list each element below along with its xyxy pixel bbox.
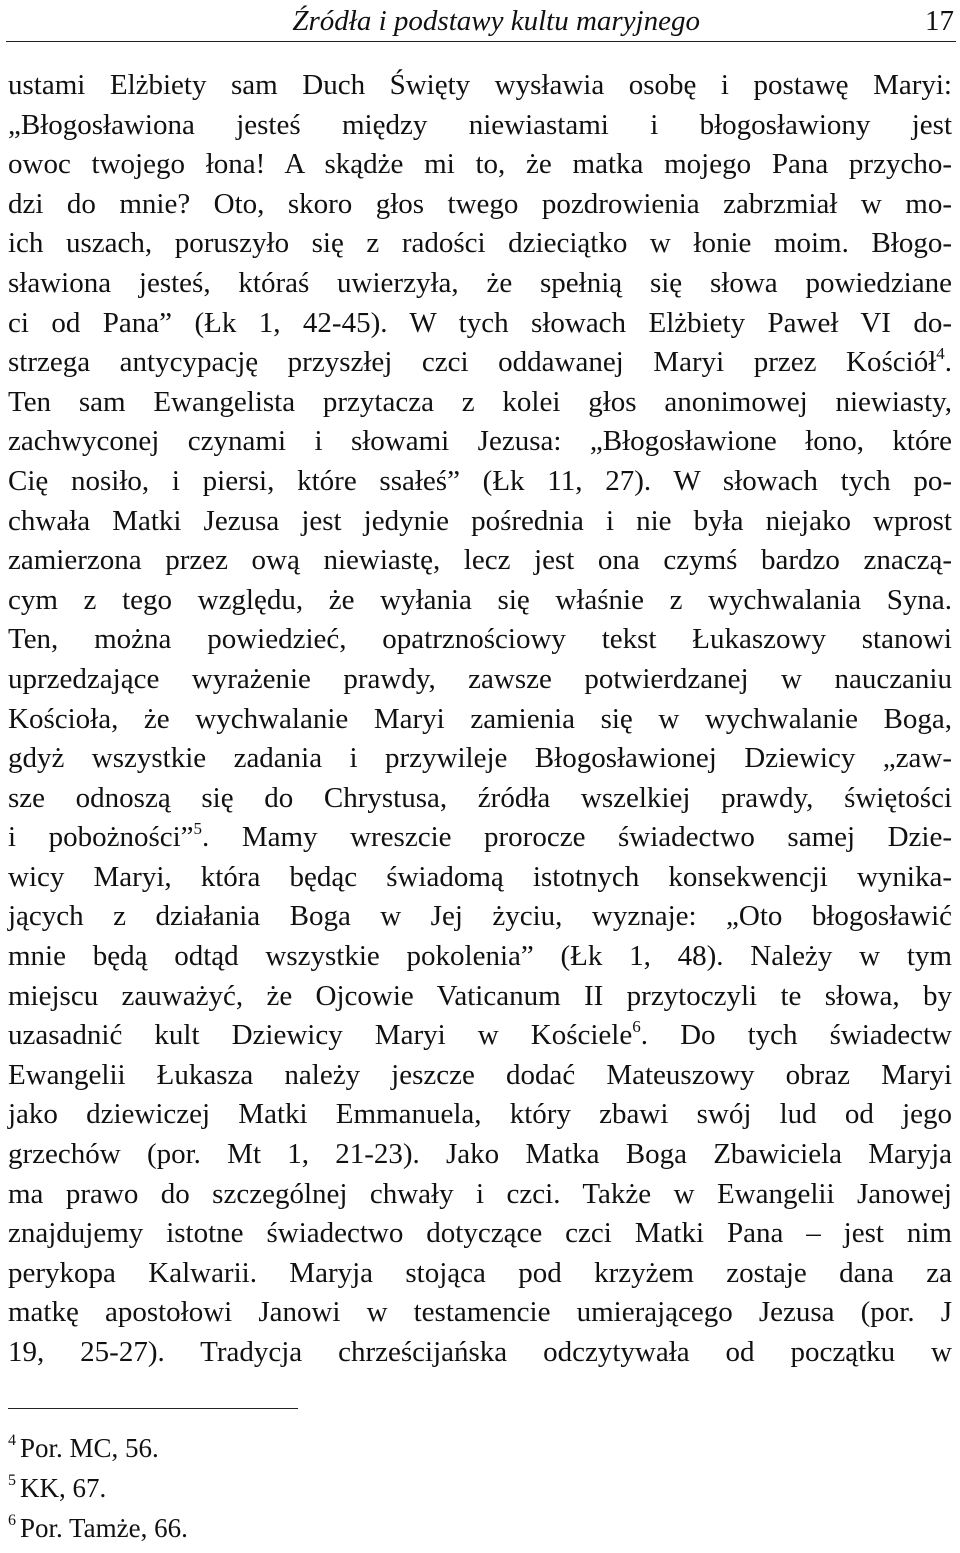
line-text: ustami Elżbiety sam Duch Święty wysławia osobę i postawę Maryi: [8,69,952,101]
footnote [8,1508,188,1548]
text-line [8,224,952,264]
text-line [8,858,952,898]
line-text: ci od Pana” (Łk 1, 42-45). W tych słowach Elżbiety Paweł VI do- [8,306,952,339]
text-line [8,897,952,937]
text-line [8,660,952,700]
footnote-number: 4 [8,1432,16,1449]
line-text: Kościoła, że wychwalanie Maryi zamienia się w wychwalanie Boga, [8,702,952,735]
line-text: Ten sam Ewangelista przytacza z kolei głos anonimowej niewiasty, [8,385,952,418]
header-rule [6,41,956,42]
line-text: jących z działania Boga w Jej życiu, wyznaje: „Oto błogosławić [8,900,952,933]
text-line [8,937,952,977]
footnote-number: 5 [8,1472,16,1489]
text-line [8,264,952,304]
line-text: Cię nosiło, i piersi, które ssałeś” (Łk 11, 27). W słowach tych po- [8,464,952,497]
line-text: grzechów (por. Mt 1, 21-23). Jako Matka Boga Zbawiciela Maryja [8,1138,952,1171]
text-line [8,343,952,383]
text-line [8,66,952,106]
text-line [8,581,952,621]
footnote [8,1428,188,1468]
line-text: sławiona jesteś, któraś uwierzyła, że spełnią się słowa powiedziane [8,266,952,299]
text-line [8,1293,952,1333]
line-text: ich uszach, poruszyło się z radości dzieciątko w łonie moim. Błogo- [8,227,952,260]
line-text: ma prawo do szczególnej chwały i czci. Także w Ewangelii Janowej [8,1177,952,1210]
line-text: perykopa Kalwarii. Maryja stojąca pod krzyżem zostaje dana za [8,1256,952,1289]
line-text: cym z tego względu, że wyłania się właśnie z wychwalania Syna. [8,583,952,616]
footnote-text: Por. MC, 56. [20,1433,159,1463]
text-line [8,1135,952,1175]
line-text: i pobożności” [8,821,194,854]
footnote-reference: 4 [936,344,945,364]
line-text: matkę apostołowi Janowi w testamencie umierającego Jezusa (por. J [8,1296,952,1329]
line-text: gdyż wszystkie zadania i przywileje Błogosławionej Dziewicy „zaw- [8,742,952,775]
line-text: uzasadnić kult Dziewicy Maryi w Kościele [8,1019,633,1052]
text-line [8,1056,952,1096]
line-text: mnie będą odtąd wszystkie pokolenia” (Łk 1, 48). Należy w tym [8,940,952,973]
line-text: Ten, można powiedzieć, opatrznościowy tekst Łukaszowy stanowi [8,623,952,656]
footnote-reference: 6 [632,1017,641,1037]
text-line [8,422,952,462]
line-text: znajdujemy istotne świadectwo dotyczące czci Matki Pana – jest nim [8,1217,952,1250]
line-text: Ewangelii Łukasza należy jeszcze dodać Mateuszowy obraz Maryi [8,1058,952,1091]
line-text: zamierzona przez ową niewiastę, lecz jest ona czymś bardzo znaczą- [8,544,952,577]
footnotes [8,1428,188,1548]
footnote-text: Por. Tamże, 66. [20,1513,188,1543]
text-line [8,818,952,858]
text-line [8,462,952,502]
line-text-continued: . Mamy wreszcie prorocze świadectwo samej Dzie- [202,821,952,854]
text-line [8,185,952,225]
text-line [8,502,952,542]
text-line [8,541,952,581]
line-text: zachwyconej czynami i słowami Jezusa: „Błogosławione łono, które [8,425,952,458]
text-line [8,977,952,1017]
line-text: sze odnoszą się do Chrystusa, źródła wszelkiej prawdy, świętości [8,781,952,814]
running-title: Źródła i podstawy kultu maryjnego [292,5,700,37]
line-text: miejscu zauważyć, że Ojcowie Vaticanum II przytoczyli te słowa, by [8,979,952,1012]
text-line [8,700,952,740]
line-text: uprzedzające wyrażenie prawdy, zawsze potwierdzanej w nauczaniu [8,662,952,695]
text-line [8,1016,952,1056]
line-text: jako dziewiczej Matki Emmanuela, który zbawi swój lud od jego [8,1098,952,1131]
footnote-text: KK, 67. [20,1473,107,1503]
line-text: „Błogosławiona jesteś między niewiastami i błogosławiony jest [8,108,952,141]
line-text: wicy Maryi, która będąc świadomą istotnych konsekwencji wynika- [8,860,952,893]
body-text [8,66,952,1373]
text-line [8,1333,952,1373]
text-line [8,779,952,819]
line-text: 19, 25-27). Tradycja chrześcijańska odczytywała od początku w [8,1336,952,1368]
text-line [8,145,952,185]
text-line [8,1095,952,1135]
footnote-reference: 5 [193,819,203,839]
page-number: 17 [925,5,954,37]
text-line [8,304,952,344]
line-text: strzega antycypację przyszłej czci oddawanej Maryi przez Kościół [8,346,937,379]
text-line [8,383,952,423]
line-text-continued: . Do tych świadectw [640,1019,952,1052]
line-text: chwała Matki Jezusa jest jedynie pośrednia i nie była niejako wprost [8,504,952,537]
text-line [8,1254,952,1294]
text-line [8,620,952,660]
line-text-continued: . [944,346,952,379]
text-line [8,1175,952,1215]
footnote-rule [8,1408,298,1409]
footnote [8,1468,188,1508]
footnote-number: 6 [8,1512,16,1529]
text-line [8,106,952,146]
line-text: owoc twojego łona! A skądże mi to, że matka mojego Pana przycho- [8,148,952,181]
line-text: dzi do mnie? Oto, skoro głos twego pozdrowienia zabrzmiał w mo- [8,187,952,220]
text-line [8,739,952,779]
page-header [0,0,960,46]
text-line [8,1214,952,1254]
